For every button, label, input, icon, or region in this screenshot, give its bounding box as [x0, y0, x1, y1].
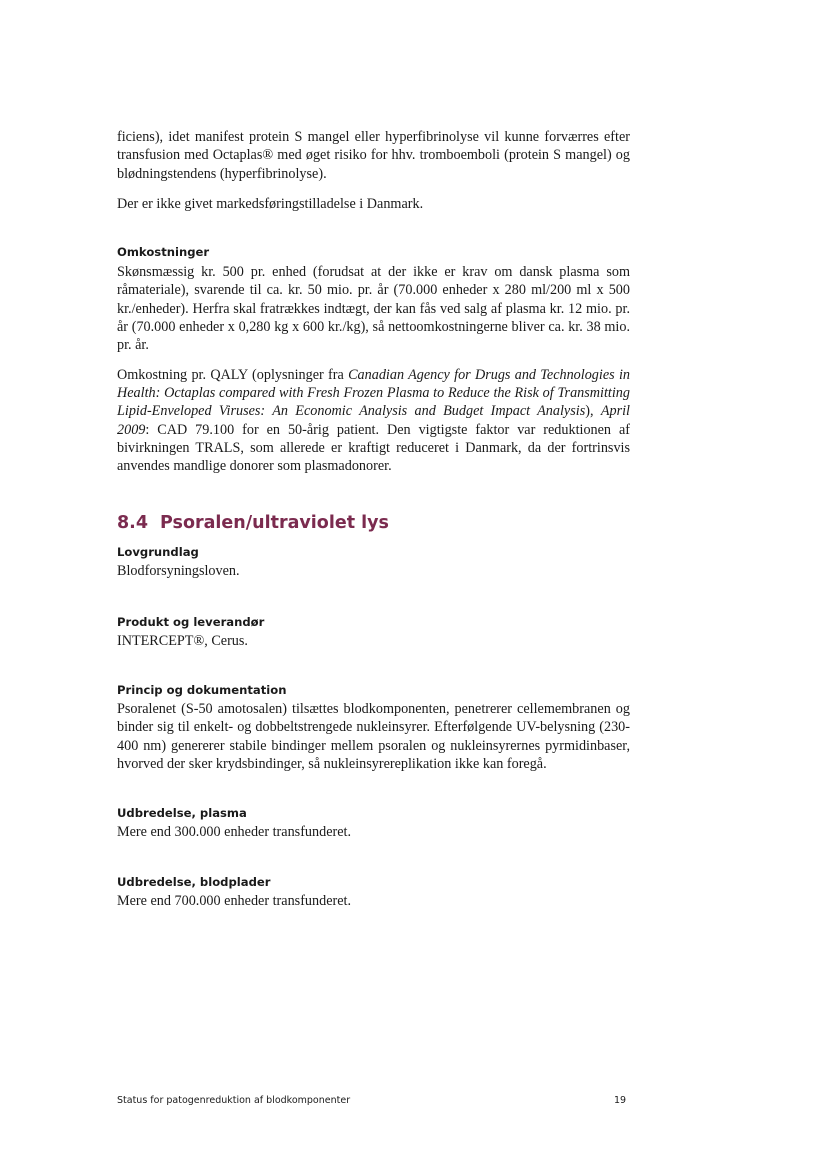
- costs-paragraph: Skønsmæssig kr. 500 pr. enhed (forudsat at der ikke er krav om dansk plasma som råmateriale), svarende til ca. kr. 50 mio. pr. år (70.000 enheder x 280 ml/200 ml x 500 kr./enheder). Herfra skal fratrækkes indtægt, der kan fås ved salg af plasma kr. 12 mio. pr. år (70.000 enheder x 0,280 kg x 600 kr./kg), så nettoomkostningerne bliver ca. kr. 38 mio. pr. år.: [117, 264, 630, 354]
- intro-paragraph: ficiens), idet manifest protein S mangel eller hyperfibrinolyse vil kunne forværres efter transfusion med Octaplas® med øget risiko for hhv. tromboemboli (protein S mangel) og blødningstendens (hyperfibrinolyse).: [117, 129, 630, 182]
- principle-text: Psoralenet (S-50 amotosalen) tilsættes blodkomponenten, penetrerer cellemembranen og binder sig til enkelt- og dobbeltstrengede nukleinsyrer. Efterfølgende UV-belysning (230-400 nm) genererer stabile bindinger mellem psoralen og nukleinsyrernes pyrmidinbaser, hvorved der sker krydsbindinger, så nukleinsyrereplikation ikke kan foregå.: [117, 701, 630, 772]
- section-number: 8.4: [117, 513, 149, 534]
- plasma-spread-text: Mere end 300.000 enheder transfunderet.: [117, 824, 352, 841]
- qaly-citation: Canadian Agency for Drugs and Technologies in Health: Octaplas compared with Fresh Frozen Plasma to Reduce the Risk of Transmitting Lipid-Enveloped Viruses: An Economic Analysis and Budget Impact Analysis: [117, 366, 630, 420]
- approval-paragraph: Der er ikke givet markedsføringstilladelse i Danmark.: [117, 195, 424, 212]
- legal-basis-heading: Lovgrundlag: [117, 545, 199, 560]
- plasma-spread-heading: Udbredelse, plasma: [117, 806, 247, 821]
- qaly-text-end: : CAD 79.100 for en 50-årig patient. Den vigtigste faktor var reduktionen af bivirkningen TRALS, som allerede er kraftigt reduceret i Danmark, da der fortrinsvis anvendes mandlige donorer som plasmadonorer.: [117, 421, 630, 475]
- legal-basis-text: Blodforsyningsloven.: [117, 563, 240, 580]
- section-title: [117, 512, 630, 534]
- qaly-text-start: Omkostning pr. QALY (oplysninger fra: [117, 366, 349, 383]
- product-text: INTERCEPT®, Cerus.: [117, 632, 248, 649]
- document-body: [117, 128, 630, 910]
- product-heading: Produkt og leverandør: [117, 614, 265, 629]
- platelets-spread-heading: Udbredelse, blodplader: [117, 874, 271, 889]
- qaly-text-mid: ),: [585, 403, 601, 420]
- page-number: 19: [614, 1095, 627, 1106]
- qaly-paragraph: [117, 366, 630, 476]
- platelets-spread-text: Mere end 700.000 enheder transfunderet.: [117, 892, 352, 909]
- footer-title: Status for patogenreduktion af blodkomponenter: [117, 1095, 351, 1106]
- costs-heading: Omkostninger: [117, 245, 210, 260]
- section-title-text: Psoralen/ultraviolet lys: [160, 513, 389, 534]
- qaly-citation-date: April 2009: [117, 403, 630, 438]
- principle-heading: Princip og dokumentation: [117, 683, 287, 698]
